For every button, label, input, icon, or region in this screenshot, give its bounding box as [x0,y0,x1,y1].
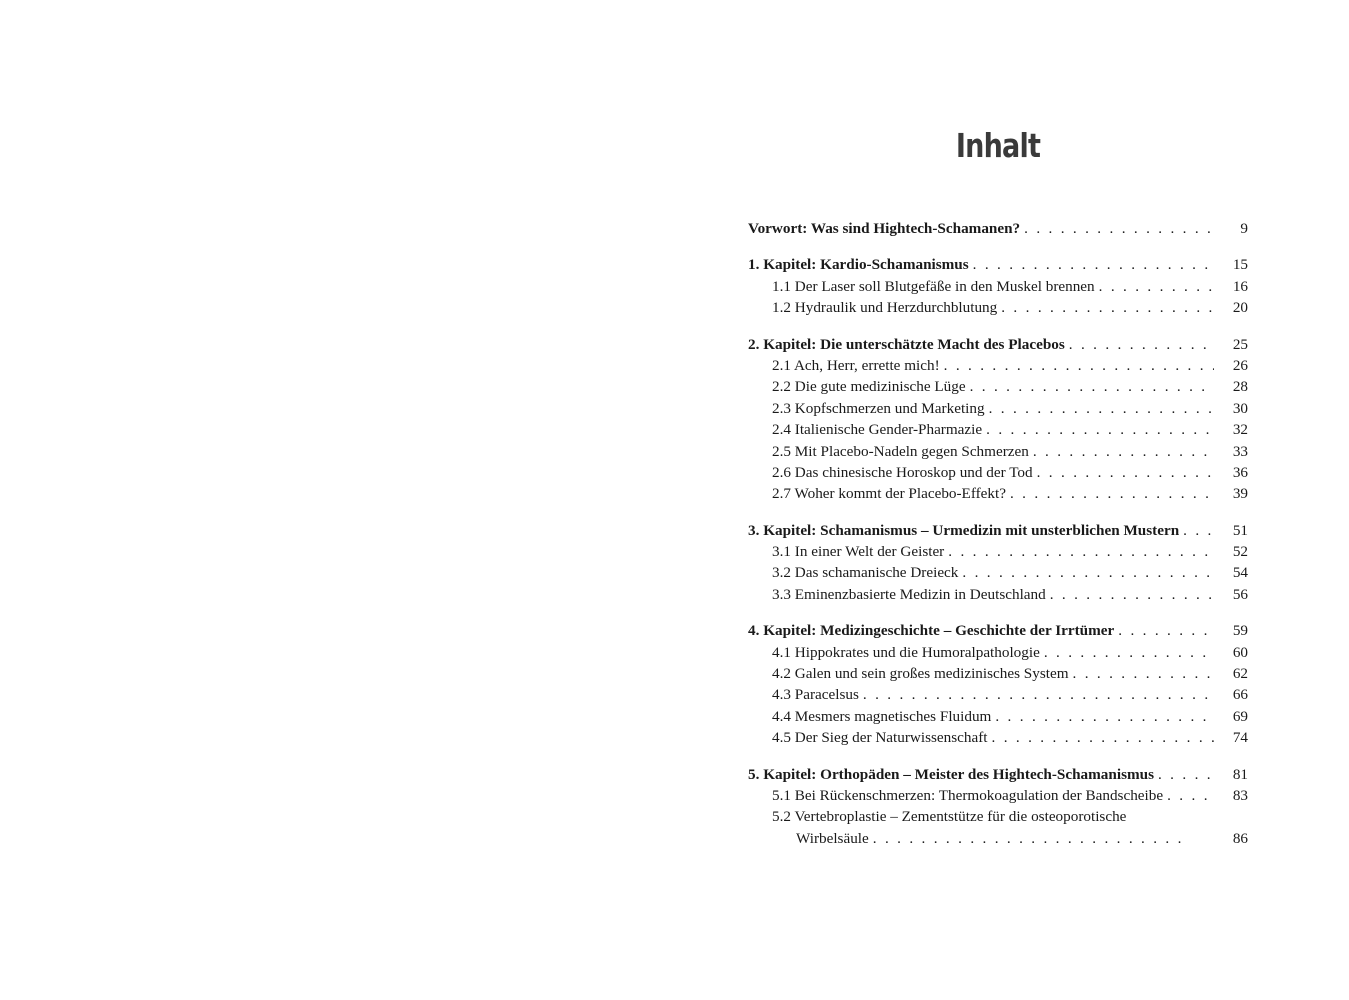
toc-page-number: 32 [1232,421,1248,439]
toc-entry-text: 4.2 Galen und sein großes medizinisches System [772,665,1069,683]
toc-entry-text: 2.4 Italienische Gender-Pharmazie [772,421,983,439]
toc-entry-4-2[interactable] [748,663,1248,684]
toc-entry-text: 5.2 Vertebroplastie – Zementstütze für die osteoporotische [772,808,1127,826]
toc-page-number: 60 [1232,643,1248,661]
toc-entry-text: 2.5 Mit Placebo-Nadeln gegen Schmerzen [772,442,1029,460]
toc-page-number: 28 [1232,378,1248,396]
toc-leader-dots [962,562,1214,583]
toc-leader-dots [1183,520,1214,541]
toc-leader-dots [944,355,1214,376]
toc-entry-5-1[interactable] [748,785,1248,806]
toc-entry-2-4[interactable] [748,419,1248,440]
toc-entry-text: 2.7 Woher kommt der Placebo-Effekt? [772,485,1006,503]
section-gap [748,505,1248,520]
toc-leader-dots [986,419,1214,440]
toc-page-number: 33 [1232,442,1248,460]
toc-entry-text: 5.1 Bei Rückenschmerzen: Thermokoagulation der Bandscheibe [772,786,1164,804]
toc-leader-dots [1158,764,1214,785]
toc-leader-dots [1001,297,1214,318]
toc-entry-text: Vorwort: Was sind Hightech-Schamanen? [748,220,1021,237]
toc-page-number: 56 [1232,585,1248,603]
toc-entry-text: 2.2 Die gute medizinische Lüge [772,378,966,396]
toc-entry-4-3[interactable] [748,684,1248,705]
section-gap [748,749,1248,764]
toc-entry-2-6[interactable] [748,462,1248,483]
toc-entry-text: 2.3 Kopfschmerzen und Marketing [772,399,985,417]
toc-entry-text: 4.1 Hippokrates und die Humoralpathologie [772,643,1040,661]
toc-page-number: 66 [1232,686,1248,704]
toc-page-number: 62 [1232,665,1248,683]
toc-entry-2-1[interactable] [748,355,1248,376]
left-page [0,0,674,1000]
toc-entry-text: 1.2 Hydraulik und Herzdurchblutung [772,299,998,317]
toc-entry-3-1[interactable] [748,541,1248,562]
toc-leader-dots [989,398,1214,419]
toc-entry-text: 2. Kapitel: Die unterschätzte Macht des Placebos [748,335,1065,353]
toc-entry-2-5[interactable] [748,441,1248,462]
toc-page-number: 59 [1232,622,1248,640]
toc-entry-3-3[interactable] [748,584,1248,605]
toc-chapter-3[interactable] [748,520,1248,541]
toc-page-number: 74 [1232,729,1248,747]
toc-entry-text: 3.3 Eminenzbasierte Medizin in Deutschland [772,585,1046,603]
toc-page-number: 69 [1232,707,1248,725]
toc-leader-dots [1050,584,1214,605]
section-gap [748,239,1248,254]
toc-chapter-5[interactable] [748,764,1248,785]
toc-leader-dots [1044,642,1214,663]
toc-leader-dots [992,727,1214,748]
toc-entry-4-1[interactable] [748,642,1248,663]
toc-entry-3-2[interactable] [748,562,1248,583]
toc-leader-dots [1037,462,1214,483]
toc-entry-text: 4.3 Paracelsus [772,686,859,704]
toc-leader-dots [1033,441,1214,462]
toc-chapter-2[interactable] [748,334,1248,355]
toc-entry-4-4[interactable] [748,706,1248,727]
toc-leader-dots [863,684,1214,705]
toc-leader-dots [1069,334,1214,355]
toc-page-number: 81 [1232,765,1248,783]
toc-page-number: 9 [1240,220,1248,237]
toc-page-number: 26 [1232,356,1248,374]
toc-entry-1-2[interactable] [748,297,1248,318]
toc-entry-text: 4.4 Mesmers magnetisches Fluidum [772,707,992,725]
toc-leader-dots [948,541,1214,562]
toc-page-number: 54 [1232,564,1248,582]
toc-entry-5-2-continued[interactable] [748,828,1248,849]
toc-entry-1-1[interactable] [748,276,1248,297]
section-gap [748,319,1248,334]
toc-leader-dots [1099,276,1214,297]
toc-page-number: 51 [1232,521,1248,539]
toc-entry-text: Wirbelsäule [796,829,869,847]
toc-entry-text: 5. Kapitel: Orthopäden – Meister des Hightech-Schamanismus [748,765,1154,783]
toc-page-number: 52 [1232,543,1248,561]
toc-entry-text: 3.2 Das schamanische Dreieck [772,564,959,582]
toc-entry-5-2[interactable] [748,806,1248,827]
toc-entry-2-7[interactable] [748,483,1248,504]
toc-entry-text: 4. Kapitel: Medizingeschichte – Geschichte der Irrtümer [748,622,1115,640]
toc-page-number: 30 [1232,399,1248,417]
toc-leader-dots [1167,785,1214,806]
toc-leader-dots [1010,483,1214,504]
toc-leader-dots [970,376,1214,397]
toc-entry-2-2[interactable] [748,376,1248,397]
toc-leader-dots [1073,663,1214,684]
toc-entry-2-3[interactable] [748,398,1248,419]
toc-page-number: 83 [1232,786,1248,804]
toc-entry-text: 3. Kapitel: Schamanismus – Urmedizin mit unsterblichen Mustern [748,521,1180,539]
toc-leader-dots [1024,218,1214,239]
toc-entry-text: 2.1 Ach, Herr, errette mich! [772,356,940,374]
toc-leader-dots [873,828,1190,849]
toc-leader-dots [973,254,1214,275]
toc-page-number: 20 [1232,299,1248,317]
section-gap [748,605,1248,620]
toc-chapter-4[interactable] [748,620,1248,641]
toc-entry-4-5[interactable] [748,727,1248,748]
toc-page-number: 86 [1232,829,1248,847]
toc-leader-dots [995,706,1214,727]
toc-entry-text: 3.1 In einer Welt der Geister [772,543,945,561]
toc-chapter-1[interactable] [748,254,1248,275]
toc-entry-text: 1. Kapitel: Kardio-Schamanismus [748,256,969,274]
toc-entry-text: 4.5 Der Sieg der Naturwissenschaft [772,729,988,747]
toc-entry-text: 2.6 Das chinesische Horoskop und der Tod [772,463,1033,481]
toc-page-number: 15 [1232,256,1248,274]
toc-entry-preface[interactable] [748,218,1248,239]
page-title: Inhalt [955,126,1041,165]
toc-page-number: 36 [1232,463,1248,481]
toc-leader-dots [1118,620,1214,641]
toc-page-number: 39 [1232,485,1248,503]
toc-page-number: 25 [1232,335,1248,353]
toc-entry-text: 1.1 Der Laser soll Blutgefäße in den Muskel brennen [772,277,1095,295]
toc-page-number: 16 [1232,277,1248,295]
table-of-contents [748,218,1248,849]
